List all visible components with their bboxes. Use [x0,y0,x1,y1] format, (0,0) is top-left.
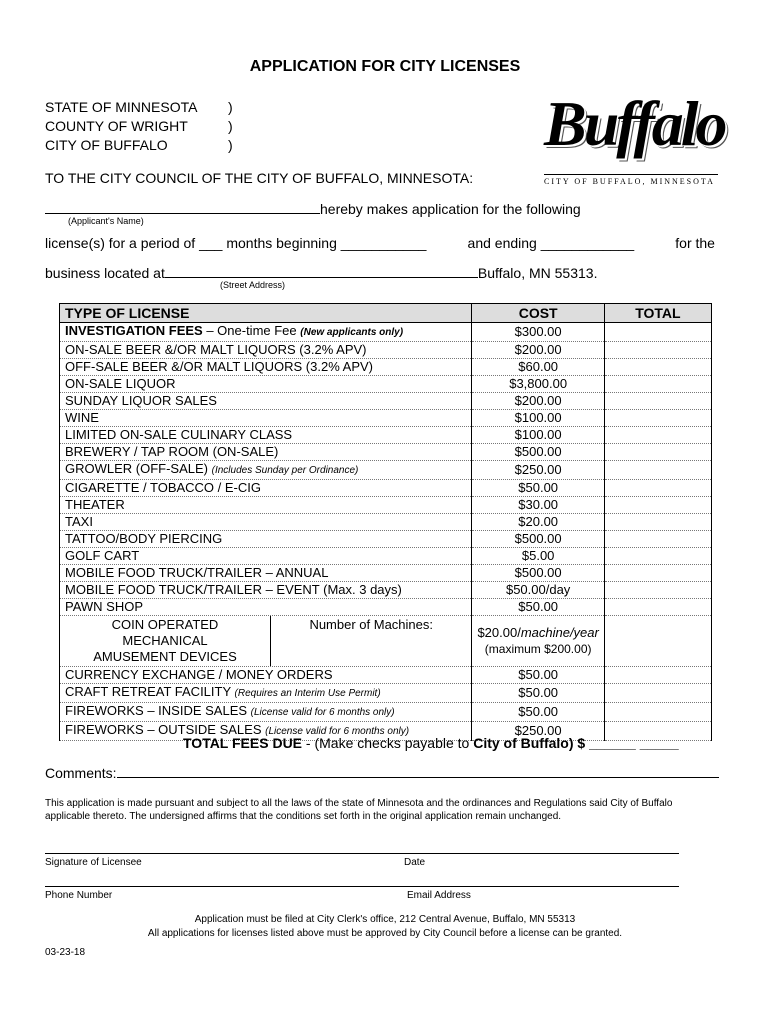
table-row: BREWERY / TAP ROOM (ON-SALE) $500.00 [60,444,712,461]
table-row: CURRENCY EXCHANGE / MONEY ORDERS $50.00 [60,667,712,684]
table-row: GOLF CART $5.00 [60,548,712,565]
total-cell[interactable] [604,323,711,342]
total-cell[interactable] [604,684,711,703]
venue-county: COUNTY OF WRIGHT ) [45,118,233,134]
license-table [59,303,712,741]
total-fees-due[interactable]: TOTAL FEES DUE - (Make checks payable to City of Buffalo) $ ______ _____ [183,735,679,751]
table-row: CIGARETTE / TOBACCO / E-CIG $50.00 [60,480,712,497]
venue-city: CITY OF BUFFALO ) [45,137,233,153]
table-header-row [60,304,712,323]
table-row: TAXI $20.00 [60,514,712,531]
total-cell[interactable] [604,599,711,616]
total-cell[interactable] [604,582,711,599]
table-row: PAWN SHOP $50.00 [60,599,712,616]
filing-note: Application must be filed at City Clerk's office, 212 Central Avenue, Buffalo, MN 55313 [194,914,576,925]
total-cell[interactable] [604,703,711,722]
table-row: MOBILE FOOD TRUCK/TRAILER – ANNUAL $500.00 [60,565,712,582]
table-row: WINE $100.00 [60,410,712,427]
table-row: FIREWORKS – INSIDE SALES (License valid for 6 months only) $50.00 [60,703,712,722]
table-row: TATTOO/BODY PIERCING $500.00 [60,531,712,548]
table-row: THEATER $30.00 [60,497,712,514]
applicant-name-label: (Applicant's Name) [68,216,144,226]
venue-state: STATE OF MINNESOTA ) [45,99,233,115]
total-cell[interactable] [604,410,711,427]
approval-note: All applications for licenses listed above must be approved by City Council before a license can be granted. [147,928,623,939]
table-row: CRAFT RETREAT FACILITY (Requires an Interim Use Permit) $50.00 [60,684,712,703]
phone-label: Phone Number [45,890,113,901]
table-row: LIMITED ON-SALE CULINARY CLASS $100.00 [60,427,712,444]
phone-email-line[interactable] [45,886,679,887]
street-address-field[interactable] [165,263,478,278]
page-title: APPLICATION FOR CITY LICENSES [249,58,521,75]
signature-label: Signature of Licensee [45,857,142,868]
logo-wordmark: Buffalo [544,88,725,159]
period-blank[interactable]: ___ [199,235,223,251]
venue-block [45,98,233,155]
email-label: Email Address [407,890,471,901]
signature-line[interactable] [45,853,679,854]
begin-date-blank[interactable]: ___________ [340,235,427,251]
total-cell[interactable] [604,514,711,531]
table-row-coin-operated: COIN OPERATED MECHANICAL AMUSEMENT DEVICES Number of Machines: $20.00/machine/year (maximum $200.00) [60,616,712,667]
table-row: FIREWORKS – OUTSIDE SALES (License valid for 6 months only) $250.00 [60,722,712,741]
total-cell[interactable] [604,667,711,684]
form-code: 03-23-18 [45,947,86,958]
total-cell[interactable] [604,531,711,548]
street-address-label: (Street Address) [220,280,286,290]
table-row: GROWLER (OFF-SALE) (Includes Sunday per Ordinance) $250.00 [60,461,712,480]
comments-line[interactable]: Comments: [45,763,719,781]
total-cell[interactable] [604,565,711,582]
header-cost: COST [472,304,604,323]
total-cell[interactable] [604,359,711,376]
date-label: Date [404,857,426,868]
end-date-blank[interactable]: ____________ [540,235,635,251]
total-cell[interactable] [604,342,711,359]
total-cell[interactable] [604,480,711,497]
addressee: TO THE CITY COUNCIL OF THE CITY OF BUFFALO, MINNESOTA: [45,170,474,186]
machines-count-field[interactable]: Number of Machines: [309,617,433,632]
logo-subtitle: CITY OF BUFFALO, MINNESOTA [544,174,718,186]
period-line: license(s) for a period of ___ months beginning ___________ and ending ____________ for the [45,235,715,251]
header-total: TOTAL [604,304,711,323]
total-cell[interactable] [604,444,711,461]
header-type: TYPE OF LICENSE [60,304,472,323]
total-cell[interactable] [604,427,711,444]
applicant-line: hereby makes application for the following [45,199,581,217]
applicant-name-field[interactable] [45,199,320,214]
city-logo [544,88,725,186]
table-row: MOBILE FOOD TRUCK/TRAILER – EVENT (Max. 3 days) $50.00/day [60,582,712,599]
total-cell[interactable] [604,376,711,393]
table-row: INVESTIGATION FEES – One-time Fee (New applicants only) $300.00 [60,323,712,342]
table-row: SUNDAY LIQUOR SALES $200.00 [60,393,712,410]
total-cell[interactable] [604,497,711,514]
total-cell[interactable] [604,548,711,565]
total-cell[interactable] [604,393,711,410]
table-row: ON-SALE BEER &/OR MALT LIQUORS (3.2% APV) $200.00 [60,342,712,359]
total-cell[interactable] [604,616,711,667]
table-row: ON-SALE LIQUOR $3,800.00 [60,376,712,393]
total-cell[interactable] [604,461,711,480]
legal-statement: This application is made pursuant and subject to all the laws of the state of Minnesota and the ordinances and Regulations said City of Buffalo applicable thereto. The undersigned affirms that the conditions set forth in the original application remain unchanged. [45,798,673,822]
business-line: business located at Buffalo, MN 55313. [45,265,598,281]
table-row: OFF-SALE BEER &/OR MALT LIQUORS (3.2% APV) $60.00 [60,359,712,376]
